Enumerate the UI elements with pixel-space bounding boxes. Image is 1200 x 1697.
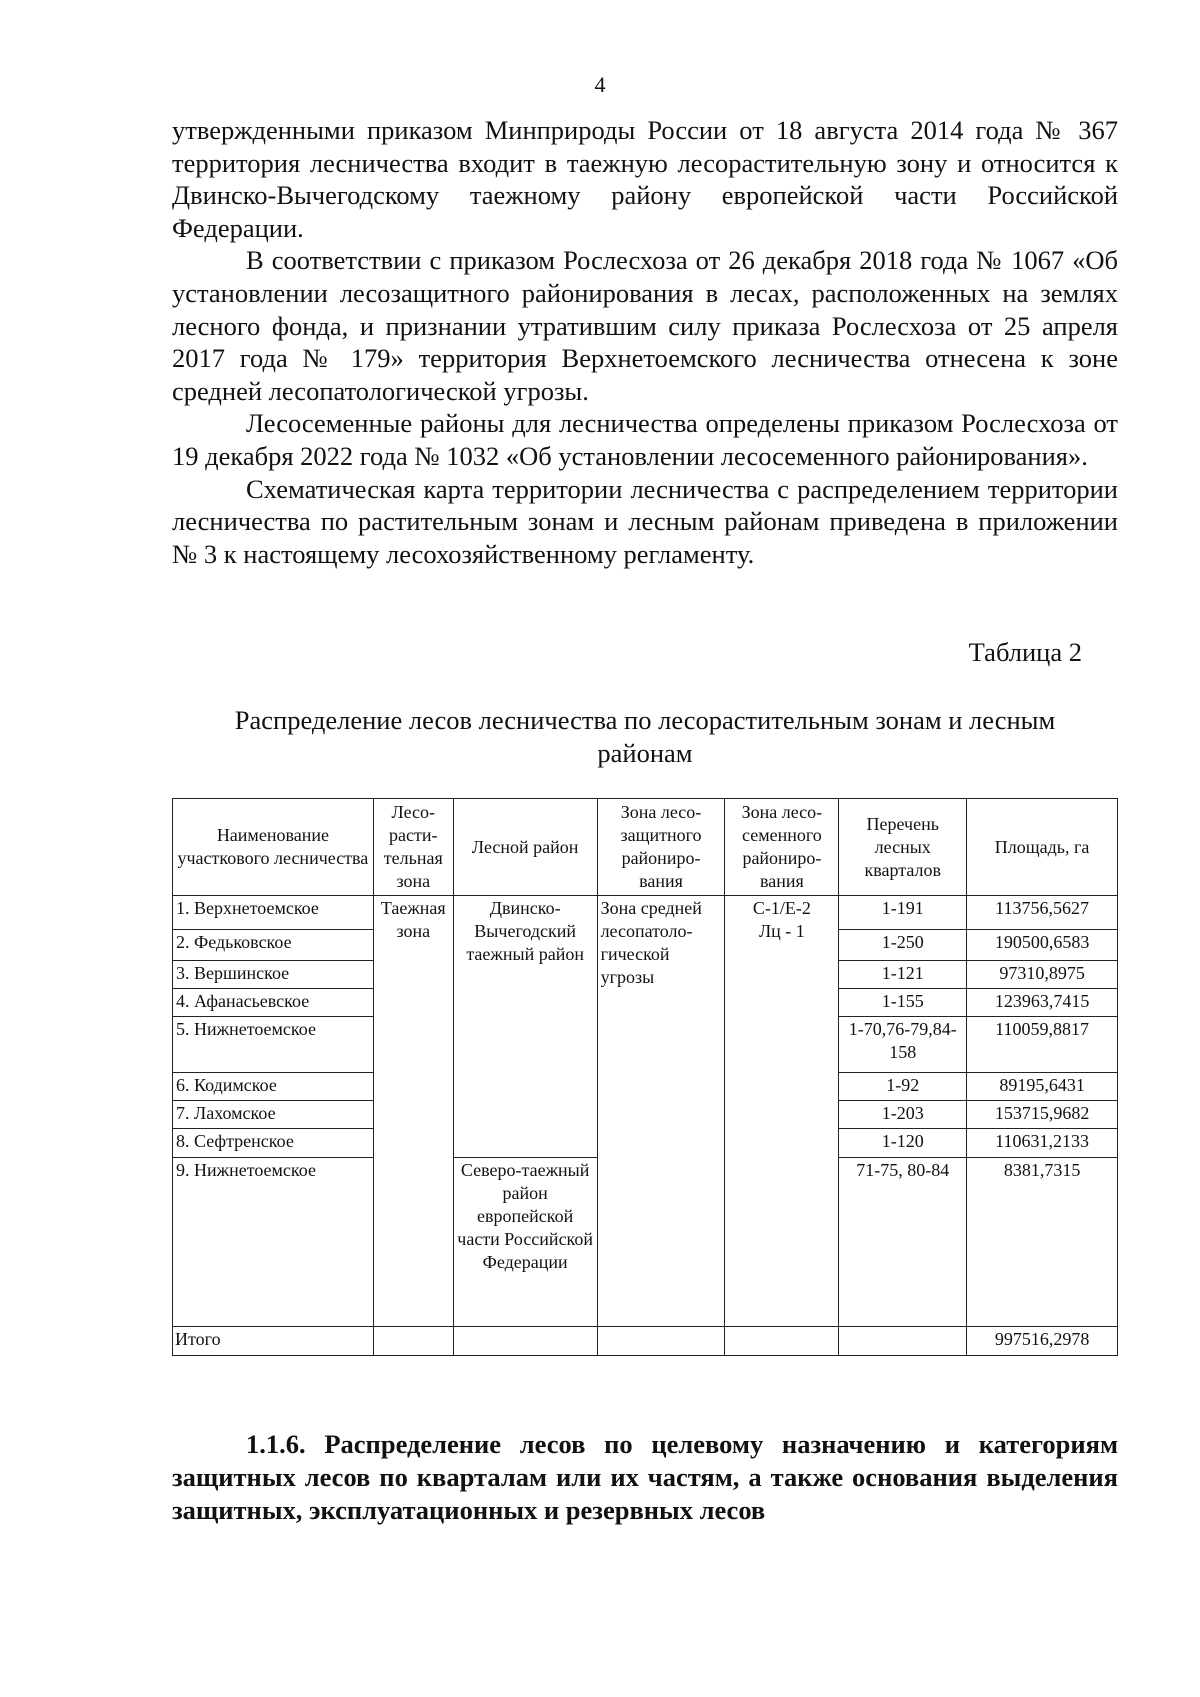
cell-total-area: 997516,2978 bbox=[967, 1327, 1118, 1356]
cell-name: 3. Вершинское bbox=[173, 961, 374, 989]
cell-area: 153715,9682 bbox=[967, 1101, 1118, 1129]
section-title: Распределение лесов по целевому назначению и категориям защитных лесов по кварталам или их частям, а также основания выделения защитных, эксплуатационных и резервных лесов bbox=[172, 1429, 1118, 1525]
forest-distribution-table bbox=[172, 798, 1118, 1356]
header-area: Площадь, га bbox=[967, 799, 1118, 896]
cell-seed-zone bbox=[725, 896, 839, 1327]
cell-area: 113756,5627 bbox=[967, 896, 1118, 930]
cell-area: 110059,8817 bbox=[967, 1017, 1118, 1073]
cell-protection-zone: Зона средней лесопатоло-гической угрозы bbox=[597, 896, 725, 1327]
cell-region-2: Северо-таежный район европейской части Российской Федерации bbox=[453, 1158, 597, 1327]
cell-empty bbox=[453, 1327, 597, 1356]
section-heading bbox=[172, 1428, 1118, 1527]
cell-quarters: 1-92 bbox=[839, 1073, 967, 1101]
cell-empty bbox=[597, 1327, 725, 1356]
cell-zone: Таежная зона bbox=[373, 896, 453, 1327]
cell-empty bbox=[373, 1327, 453, 1356]
paragraph-1: утвержденными приказом Минприроды России от 18 августа 2014 года № 367 территория лесничества входит в таежную лесорастительную зону и относится к Двинско-Вычегодскому таежному району европейской части Российской Федерации. bbox=[172, 115, 1118, 243]
cell-total-label: Итого bbox=[173, 1327, 374, 1356]
header-region: Лесной район bbox=[453, 799, 597, 896]
cell-region-1: Двинско-Вычегодский таежный район bbox=[453, 896, 597, 1158]
cell-quarters: 1-250 bbox=[839, 930, 967, 961]
header-name: Наименование участкового лесничества bbox=[173, 799, 374, 896]
header-quarters: Перечень лесных кварталов bbox=[839, 799, 967, 896]
table-label: Таблица 2 bbox=[968, 637, 1082, 667]
table-row bbox=[173, 896, 1118, 930]
table-title: Распределение лесов лесничества по лесорастительным зонам и лесным районам bbox=[234, 705, 1056, 768]
paragraph-3: Лесосеменные районы для лесничества определены приказом Рослесхоза от 19 декабря 2022 года № 1032 «Об установлении лесосеменного районирования». bbox=[172, 408, 1118, 471]
cell-empty bbox=[725, 1327, 839, 1356]
header-protection-zone: Зона лесо-защитного райониро-вания bbox=[597, 799, 725, 896]
cell-area: 110631,2133 bbox=[967, 1129, 1118, 1158]
cell-quarters: 1-203 bbox=[839, 1101, 967, 1129]
cell-area: 123963,7415 bbox=[967, 989, 1118, 1017]
cell-area: 8381,7315 bbox=[967, 1158, 1118, 1327]
header-seed-zone: Зона лесо-семенного райониро-вания bbox=[725, 799, 839, 896]
section-number: 1.1.6. bbox=[246, 1429, 306, 1459]
cell-quarters: 71-75, 80-84 bbox=[839, 1158, 967, 1327]
cell-area: 97310,8975 bbox=[967, 961, 1118, 989]
cell-name: 5. Нижнетоемское bbox=[173, 1017, 374, 1073]
cell-name: 9. Нижнетоемское bbox=[173, 1158, 374, 1327]
cell-name: 1. Верхнетоемское bbox=[173, 896, 374, 930]
cell-name: 7. Лахомское bbox=[173, 1101, 374, 1129]
cell-name: 4. Афанасьевское bbox=[173, 989, 374, 1017]
body-text bbox=[172, 114, 1118, 570]
cell-name: 6. Кодимское bbox=[173, 1073, 374, 1101]
paragraph-4: Схематическая карта территории лесничества с распределением территории лесничества по растительным зонам и лесным районам приведена в приложении № 3 к настоящему лесохозяйственному регламенту. bbox=[172, 473, 1118, 569]
cell-name: 2. Федьковское bbox=[173, 930, 374, 961]
table-total-row bbox=[173, 1327, 1118, 1356]
cell-name: 8. Сефтренское bbox=[173, 1129, 374, 1158]
cell-empty bbox=[839, 1327, 967, 1356]
cell-quarters: 1-70,76-79,84-158 bbox=[839, 1017, 967, 1073]
seed-zone-line-2: Лц - 1 bbox=[758, 921, 805, 941]
cell-quarters: 1-121 bbox=[839, 961, 967, 989]
seed-zone-line-1: С-1/Е-2 bbox=[752, 898, 811, 918]
cell-quarters: 1-191 bbox=[839, 896, 967, 930]
cell-quarters: 1-120 bbox=[839, 1129, 967, 1158]
cell-area: 190500,6583 bbox=[967, 930, 1118, 961]
paragraph-2: В соответствии с приказом Рослесхоза от 26 декабря 2018 года № 1067 «Об установлении лесозащитного районирования в лесах, расположенных на землях лесного фонда, и признании утратившим силу приказа Рослесхоза от 25 апреля 2017 года № 179» территория Верхнетоемского лесничества отнесена к зоне средней лесопатологической угрозы. bbox=[172, 245, 1118, 406]
cell-area: 89195,6431 bbox=[967, 1073, 1118, 1101]
header-zone: Лесо-расти-тельная зона bbox=[373, 799, 453, 896]
page-number: 4 bbox=[594, 72, 606, 97]
cell-quarters: 1-155 bbox=[839, 989, 967, 1017]
